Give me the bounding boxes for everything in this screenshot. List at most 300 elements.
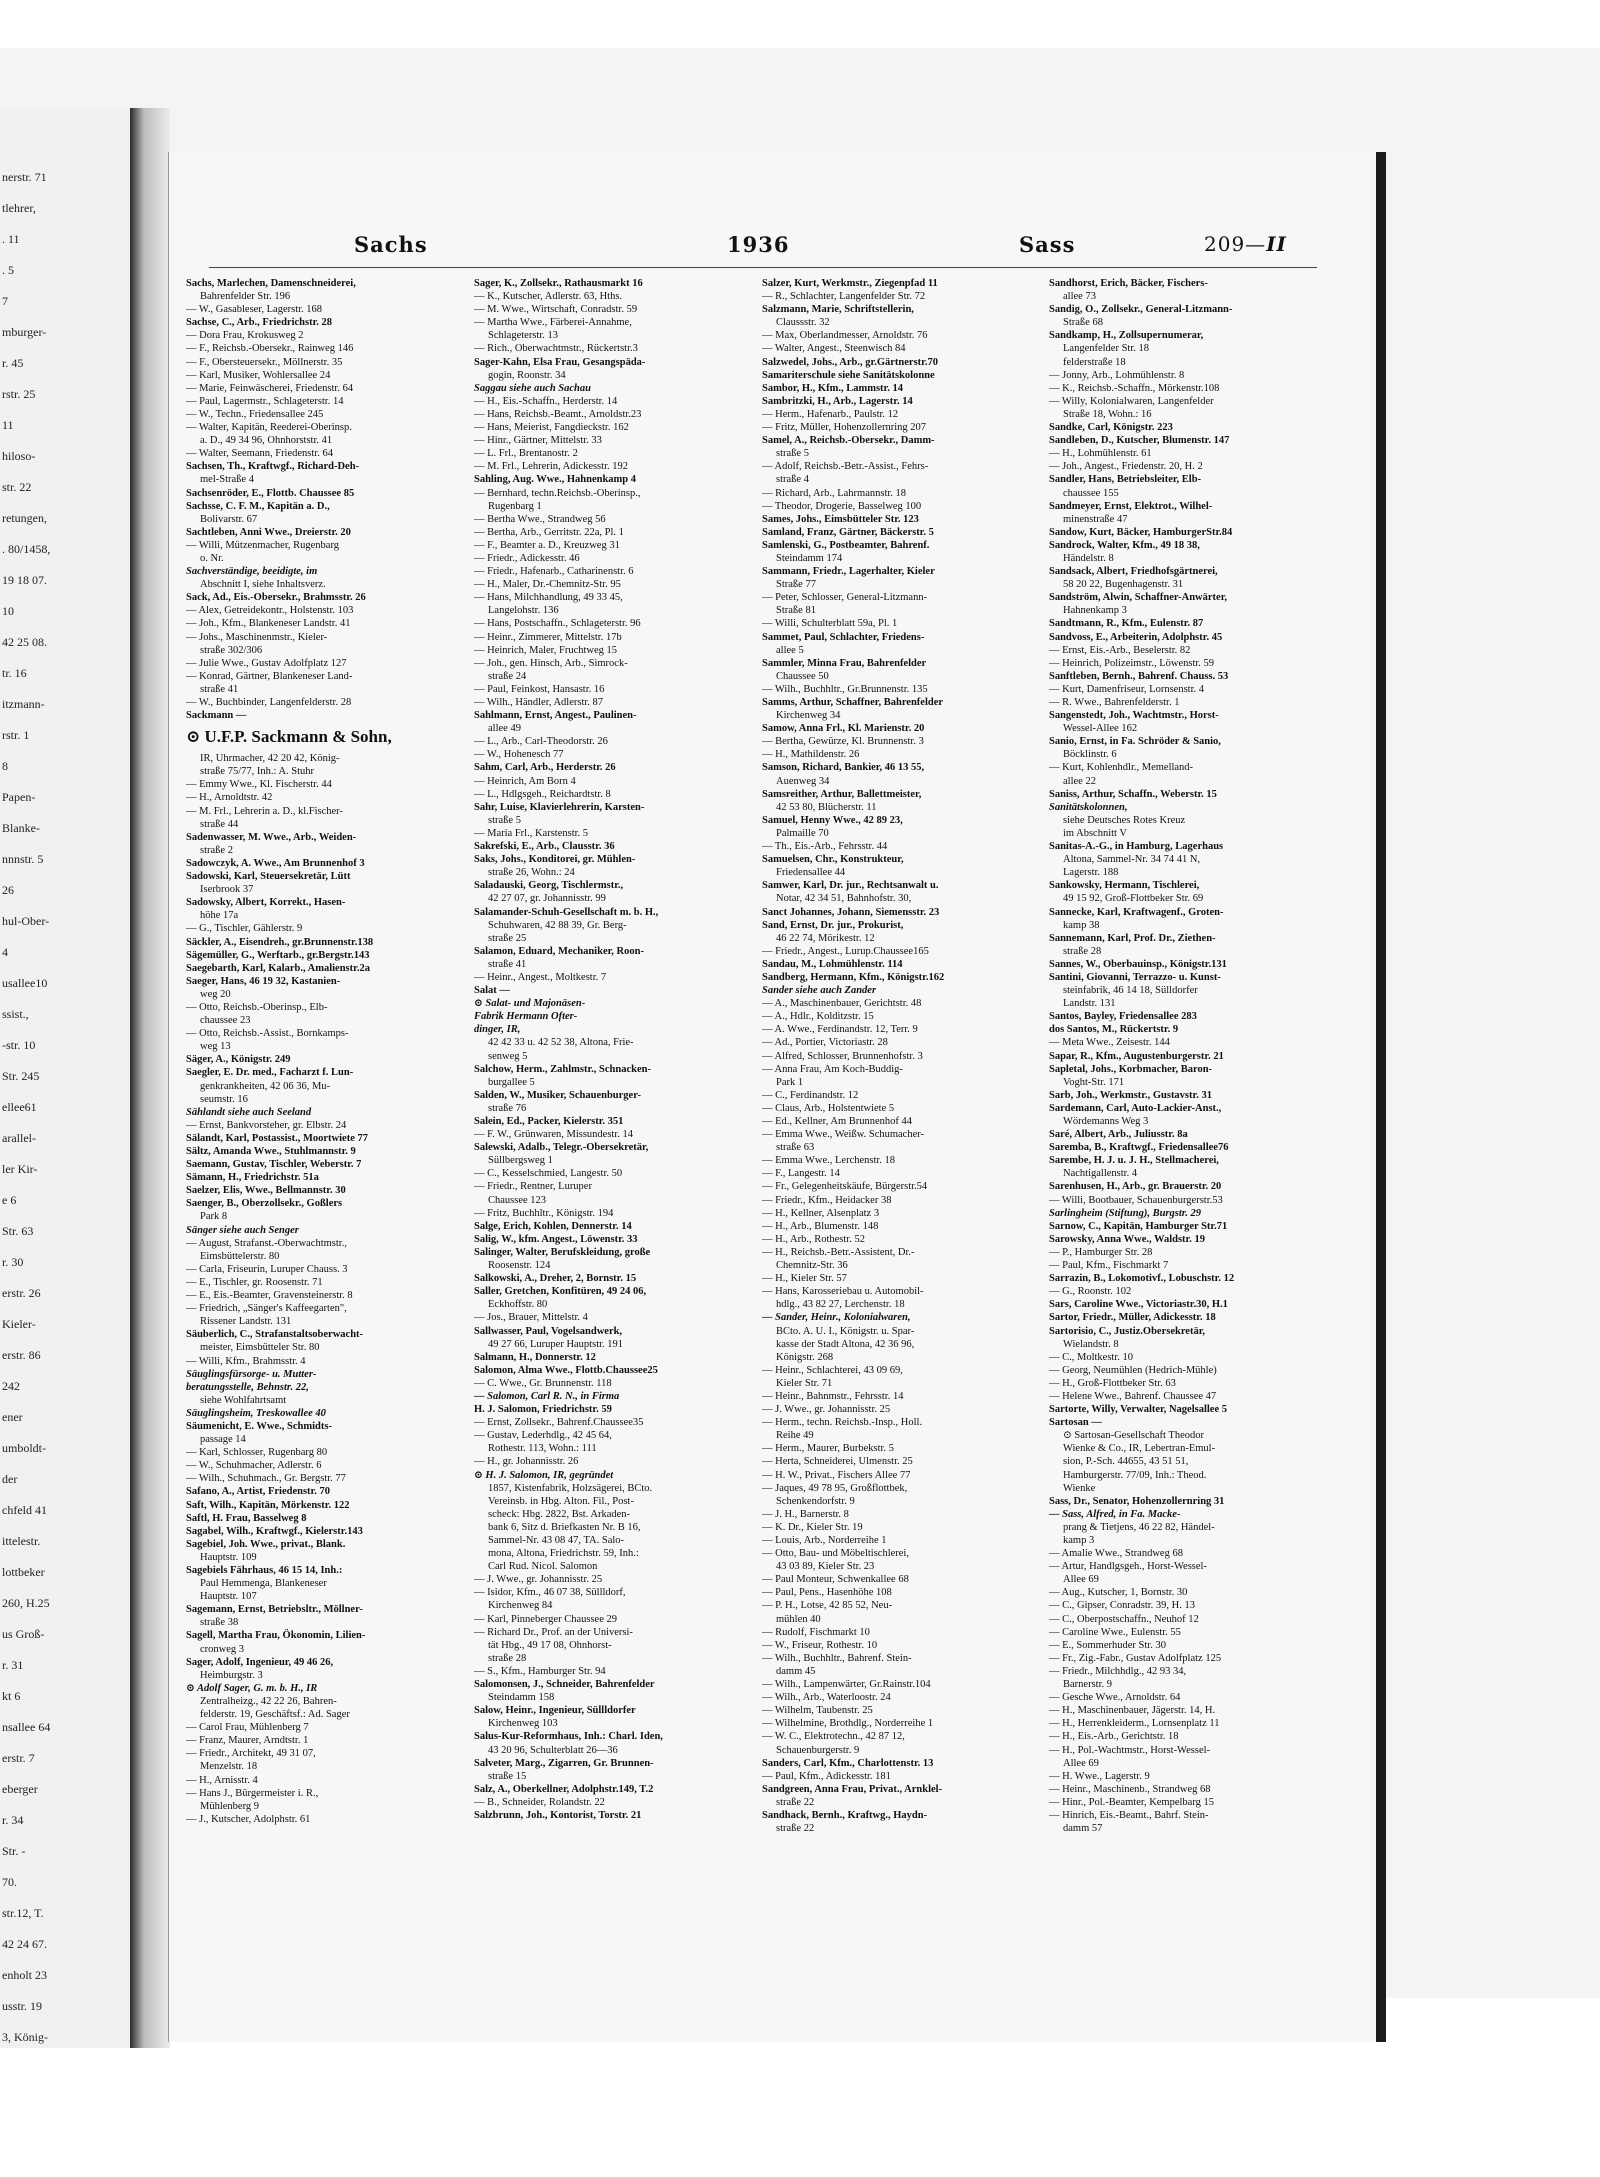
directory-entry: — Friedrich, „Sänger's Kaffeegarten", [186,1303,347,1315]
directory-entry: — Sass, Alfred, in Fa. Macke- [1049,1508,1181,1520]
left-page-fragment: mburger- [2,325,47,339]
left-page-fragment: ittelestr. [2,1534,41,1548]
left-page-edge [0,108,133,2048]
directory-entry: Säuberlich, C., Strafanstaltsoberwacht- [186,1329,364,1341]
directory-entry: Reihe 49 [776,1430,814,1442]
header-right-word: Sass [1019,232,1076,257]
directory-entry: felderstraße 18 [1063,356,1126,368]
directory-entry: Sackmann — [186,710,247,722]
directory-entry: BCto. A. U. I., Königstr. u. Spar- [776,1325,915,1337]
directory-entry: — Hans, Postschaffn., Schlageterstr. 96 [474,618,641,630]
directory-entry: 46 22 74, Mörikestr. 12 [776,932,875,944]
directory-entry: straße 76 [488,1102,527,1114]
directory-entry: Paul Hemmenga, Blankeneser [200,1578,327,1590]
directory-entry: — Ad., Portier, Victoriastr. 28 [762,1037,888,1049]
directory-entry: — Bertha, Gewürze, Kl. Brunnenstr. 3 [762,736,924,748]
directory-entry: Samariterschule siehe Sanitätskolonne [762,369,935,381]
directory-entry: — Aug., Kutscher, 1, Bornstr. 30 [1049,1587,1188,1599]
directory-entry: 42 42 33 u. 42 52 38, Altona, Frie- [488,1037,634,1049]
directory-entry: straße 22 [776,1796,815,1808]
directory-entry: Saré, Albert, Arb., Juliusstr. 8a [1049,1129,1188,1141]
directory-entry: — F., Beamter a. D., Kreuzweg 31 [474,539,620,551]
directory-entry: Bolivarstr. 67 [200,513,258,525]
directory-entry: — Adolf, Reichsb.-Betr.-Assist., Fehrs- [762,461,929,473]
directory-entry: Sammel-Nr. 43 08 47, TA. Salo- [488,1535,625,1546]
directory-entry: — Willy, Kolonialwaren, Langenfelder [1049,395,1214,407]
directory-entry: IR, Uhrmacher, 42 20 42, König- [200,753,340,765]
left-page-fragment: 10 [2,604,14,618]
directory-entry: — Julie Wwe., Gustav Adolfplatz 127 [186,657,347,669]
directory-entry: — Dora Frau, Krokusweg 2 [186,330,304,342]
directory-entry: Sachsenröder, E., Flottb. Chaussee 85 [186,487,355,499]
left-page-fragment: . 80/1458, [2,542,51,556]
directory-entry: — Franz, Maurer, Arndtstr. 1 [186,1735,309,1747]
directory-entry: Salow, Heinr., Ingenieur, Süllldorfer [474,1705,636,1717]
directory-entry: — C., Moltkestr. 10 [1049,1351,1134,1363]
directory-entry: Chaussee 50 [776,670,829,682]
directory-entry: — H., Arnisstr. 4 [186,1774,258,1786]
directory-entry: o. Nr. [200,552,224,564]
column-3 [762,277,1044,2017]
directory-entry: Saemann, Gustav, Tischler, Weberstr. 7 [186,1159,362,1171]
directory-entry: Salamon, Eduard, Mechaniker, Roon- [474,945,644,957]
directory-entry: — W., Hohenesch 77 [474,749,564,761]
directory-entry: Wessel-Allee 162 [1063,723,1138,735]
directory-entry: Sammann, Friedr., Lagerhalter, Kieler [762,566,935,578]
directory-entry: hdlg., 43 82 27, Lerchenstr. 18 [776,1299,905,1311]
directory-entry: — Louis, Arb., Norderreihe 1 [762,1535,887,1546]
directory-entry: — H., Kellner, Alsenplatz 3 [762,1207,880,1219]
directory-entry: — Gesche Wwe., Arnoldstr. 64 [1049,1692,1181,1704]
book-gutter [130,108,170,2048]
directory-entry: Sartorisio, C., Justiz.Obersekretär, [1049,1325,1206,1337]
directory-entry: 49 15 92, Groß-Flottbeker Str. 69 [1063,893,1204,905]
directory-page [168,152,1377,2042]
directory-entry: — A. Wwe., Ferdinandstr. 12, Terr. 9 [762,1024,918,1036]
directory-entry: Sanftleben, Bernh., Bahrenf. Chauss. 53 [1049,670,1229,682]
directory-entry: allee 22 [1063,775,1096,787]
directory-entry: Sandström, Alwin, Schaffner-Anwärter, [1049,592,1228,604]
directory-entry: Sannecke, Karl, Kraftwagenf., Groten- [1049,906,1224,918]
directory-entry: Sammler, Minna Frau, Bahrenfelder [762,657,927,669]
directory-entry: straße 41 [488,958,527,970]
directory-entry: — Hans, Karosseriebau u. Automobil- [762,1286,924,1298]
directory-entry: Salveter, Marg., Zigarren, Gr. Brunnen- [474,1757,654,1769]
directory-entry: Sankowsky, Hermann, Tischlerei, [1049,880,1200,892]
directory-entry: Hauptstr. 107 [200,1591,257,1603]
directory-entry: Salewski, Adalb., Telegr.-Obersekretär, [474,1142,649,1154]
directory-entry: Hamburgerstr. 77/09, Inh.: Theod. [1063,1469,1207,1481]
directory-entry: Hahnenkamp 3 [1063,605,1127,617]
directory-entry: — P. H., Lotse, 42 85 52, Neu- [762,1600,893,1612]
left-page-fragment: Str. - [2,1844,26,1858]
directory-entry: straße 63 [776,1142,815,1154]
directory-entry: — Walter, Kapitän, Reederei-Oberinsp. [186,422,352,434]
directory-entry: straße 2 [200,844,233,856]
left-page-fragment: Papen- [2,790,36,804]
directory-entry: Straße 81 [776,605,816,617]
directory-entry: — Ed., Kellner, Am Brunnenhof 44 [762,1116,913,1127]
directory-entry: Hauptstr. 109 [200,1551,257,1563]
directory-entry: — Maria Frl., Karstenstr. 5 [474,827,589,839]
directory-entry: — Otto, Reichsb.-Oberinsp., Elb- [186,1001,328,1013]
directory-entry: Sarb, Joh., Werkmstr., Gustavstr. 31 [1049,1089,1212,1101]
directory-entry: Sames, Johs., Eimsbütteler Str. 123 [762,513,919,525]
directory-entry: Sager, K., Zollsekr., Rathausmarkt 16 [474,278,643,289]
directory-entry: Sannes, W., Oberbauinsp., Königstr.131 [1049,958,1227,970]
directory-entry: Saks, Johs., Konditorei, gr. Mühlen- [474,854,636,866]
left-page-fragment: Blanke- [2,821,40,835]
directory-entry: — Th., Eis.-Arb., Fehrsstr. 44 [762,841,888,853]
directory-entry: 49 27 66, Luruper Hauptstr. 191 [488,1338,624,1350]
directory-entry: Sägemüller, G., Werftarb., gr.Bergstr.143 [186,949,370,961]
directory-entry: — Wilh., Arb., Waterloostr. 24 [762,1692,891,1704]
directory-entry: Bahrenfelder Str. 196 [200,291,291,303]
directory-entry: — F., Langestr. 14 [762,1168,840,1180]
left-page-fragment: . 5 [2,263,14,277]
directory-entry: Straße 18, Wohn.: 16 [1063,408,1152,420]
directory-entry: Sagemann, Ernst, Betriebsltr., Möllner- [186,1604,363,1616]
directory-entry: Abschnitt I, siehe Inhaltsverz. [200,579,326,591]
directory-entry: — Karl, Schlosser, Rugenbarg 80 [186,1447,328,1459]
left-page-fragment: chfeld 41 [2,1503,47,1517]
directory-entry: — E., Tischler, gr. Roosenstr. 71 [186,1276,323,1288]
directory-entry: siehe Wohlfahrtsamt [200,1394,287,1406]
directory-entry: Sack, Ad., Eis.-Obersekr., Brahmsstr. 26 [186,592,366,604]
left-page-fragment: hiloso- [2,449,36,463]
directory-entry: Salamander-Schuh-Gesellschaft m. b. H., [474,906,659,918]
directory-entry: Salge, Erich, Kohlen, Dennerstr. 14 [474,1220,632,1232]
directory-entry: Sarlingheim (Stiftung), Burgstr. 29 [1049,1207,1202,1219]
directory-entry: — Herm., Hafenarb., Paulstr. 12 [762,408,899,420]
directory-entry: minenstraße 47 [1063,513,1128,525]
directory-entry: — H., Groß-Flottbeker Str. 63 [1049,1377,1176,1389]
directory-entry: — L., Arb., Carl-Theodorstr. 26 [474,736,608,748]
left-page-fragment: e 6 [2,1193,17,1207]
directory-entry: — Meta Wwe., Zeisestr. 144 [1049,1037,1170,1049]
directory-entry: straße 28 [488,1652,527,1664]
left-page-fragment: 242 [2,1379,20,1393]
directory-entry: Park 8 [200,1211,228,1223]
directory-entry: Sanders, Carl, Kfm., Charlottenstr. 13 [762,1757,934,1769]
directory-entry: Rissener Landstr. 131 [200,1316,292,1328]
directory-entry: Sämann, H., Friedrichstr. 51a [186,1172,319,1184]
directory-entry: — Emmy Wwe., Kl. Fischerstr. 44 [186,779,332,791]
directory-entry: — Heinr., Bahnmstr., Fehrsstr. 14 [762,1390,904,1402]
directory-entry: 42 27 07, gr. Johannisstr. 99 [488,893,606,905]
directory-entry: — Wilh., Schuhmach., Gr. Bergstr. 77 [186,1473,346,1485]
directory-entry: — Fritz, Müller, Hohenzollernring 207 [762,422,927,434]
directory-entry: Salomon, Alma Wwe., Flottb.Chaussee25 [474,1364,658,1376]
directory-entry: straße 25 [488,932,527,944]
left-page-fragment: 3, König- [2,2030,48,2044]
directory-entry: — F. W., Grünwaren, Missundestr. 14 [474,1129,633,1141]
directory-entry: Sandig, O., Zollsekr., General-Litzmann- [1049,304,1233,316]
directory-entry: Sartorte, Willy, Verwalter, Nagelsallee 5 [1049,1404,1227,1416]
directory-entry: straße 5 [776,448,809,460]
directory-entry: Iserbrook 37 [200,884,254,896]
directory-entry: Händelstr. 8 [1063,552,1114,564]
directory-entry: Samland, Franz, Gärtner, Bäckerstr. 5 [762,526,934,538]
directory-entry: — Georg, Neumühlen (Hedrich-Mühle) [1049,1364,1217,1376]
left-page-fragment: tlehrer, [2,201,36,215]
directory-entry: — Emma Wwe., Weißw. Schumacher- [762,1129,925,1141]
directory-entry: straße 22 [776,1823,815,1835]
directory-entry: Böcklinstr. 6 [1063,749,1117,761]
directory-entry: senweg 5 [488,1050,528,1062]
directory-entry: höhe 17a [200,910,239,922]
directory-entry: Wielandstr. 8 [1063,1338,1119,1350]
directory-entry: straße 38 [200,1617,239,1629]
directory-entry: Sandsack, Albert, Friedhofsgärtnerei, [1049,566,1218,578]
directory-entry: Sambor, H., Kfm., Lammstr. 14 [762,382,903,394]
directory-entry: — Konrad, Gärtner, Blankeneser Land- [186,670,353,682]
directory-entry: Sadowski, Karl, Steuersekretär, Lütt [186,871,351,883]
directory-entry: Sachsse, C. F. M., Kapitän a. D., [186,500,330,512]
directory-entry: Säger, A., Königstr. 249 [186,1054,291,1066]
directory-entry: Sadenwasser, M. Wwe., Arb., Weiden- [186,831,357,843]
left-page-fragment: Str. 245 [2,1069,40,1083]
directory-entry: genkrankheiten, 42 06 36, Mu- [200,1080,331,1092]
directory-entry: — Paul, Kfm., Adickesstr. 181 [762,1770,891,1782]
directory-entry: — Jonny, Arb., Lohmühlenstr. 8 [1049,369,1185,381]
directory-entry: gogin, Roonstr. 34 [488,369,566,381]
left-page-fragment: enholt 23 [2,1968,47,1982]
directory-entry: Schlageterstr. 13 [488,330,558,342]
directory-entry: — Claus, Arb., Holstentwiete 5 [762,1102,895,1114]
directory-entry: straße 5 [488,814,521,826]
directory-entry: Sandtmann, R., Kfm., Eulenstr. 87 [1049,618,1204,630]
directory-entry: — Paul, Pens., Hasenhöhe 108 [762,1587,892,1599]
directory-entry: Samuelsen, Chr., Konstrukteur, [762,854,904,866]
directory-entry: straße 75/77, Inh.: A. Stuhr [200,766,315,778]
directory-entry: — Joh., gen. Hinsch, Arb., Simrock- [474,657,628,669]
directory-entry: 1857, Kistenfabrik, Holzsägerei, BCto. [488,1482,653,1494]
directory-entry: — M. Frl., Lehrerin a. D., kl.Fischer- [186,805,343,817]
directory-entry: — K., Reichsb.-Schaffn., Mörkenstr.108 [1049,382,1220,394]
left-page-fragment: r. 45 [2,356,24,370]
directory-entry: Saft, Wilh., Kapitän, Mörkenstr. 122 [186,1499,350,1511]
left-page-fragment: 42 25 08. [2,635,47,649]
directory-entry: Straße 68 [1063,317,1103,329]
directory-entry: — Richard Dr., Prof. an der Universi- [474,1626,633,1638]
directory-entry: — R. Wwe., Bahrenfelderstr. 1 [1049,697,1180,708]
directory-entry: Wienke [1063,1482,1096,1494]
directory-entry: dos Santos, M., Rückertstr. 9 [1049,1024,1179,1036]
directory-entry: Süllbergsweg 1 [488,1155,553,1167]
directory-entry: — Salomon, Carl R. N., in Firma [474,1390,620,1402]
left-page-fragment: tr. 16 [2,666,27,680]
directory-entry: straße 24 [488,670,527,682]
directory-entry: weg 20 [200,988,231,1000]
directory-entry: a. D., 49 34 96, Ohnhorststr. 41 [200,435,333,447]
left-page-fragment: ler Kir- [2,1162,38,1176]
directory-entry: Salus-Kur-Reformhaus, Inh.: Charl. Iden, [474,1731,663,1743]
directory-entry: Salmann, H., Donnerstr. 12 [474,1351,596,1363]
directory-entry: straße 44 [200,818,239,830]
directory-entry: — Friedr., Kfm., Heidacker 38 [762,1194,892,1206]
directory-entry: H. J. Salomon, Friedrichstr. 59 [474,1404,612,1416]
directory-entry: Schenkendorfstr. 9 [776,1495,855,1507]
directory-entry: Lagerstr. 188 [1063,867,1119,879]
directory-entry: ⊙ Adolf Sager, G. m. b. H., IR [186,1682,318,1694]
directory-entry: — S., Kfm., Hamburger Str. 94 [474,1665,606,1677]
directory-entry: Sandmeyer, Ernst, Elektrot., Wilhel- [1049,500,1213,512]
directory-entry: Sarenhusen, H., Arb., gr. Brauerstr. 20 [1049,1181,1222,1193]
directory-entry: Sardemann, Carl, Auto-Lackier-Anst., [1049,1102,1222,1114]
left-page-fragment: 260, H.25 [2,1596,50,1610]
directory-entry: — H., Arb., Blumenstr. 148 [762,1220,879,1232]
directory-entry: Saniss, Arthur, Schaffn., Weberstr. 15 [1049,788,1217,800]
directory-entry: — Hans, Reichsb.-Beamt., Arnoldstr.23 [474,408,642,420]
directory-entry: Sarowsky, Anna Wwe., Waldstr. 19 [1049,1233,1205,1245]
directory-entry: — A., Hdlr., Kolditzstr. 15 [762,1011,874,1023]
directory-entry: Salig, W., kfm. Angest., Löwenstr. 33 [474,1233,638,1245]
directory-entry: — L. Frl., Brentanostr. 2 [474,448,578,460]
left-page-fragment: rstr. 25 [2,387,36,401]
directory-entry: Sälandt, Karl, Postassist., Moortwiete 77 [186,1132,368,1144]
directory-entry: Fabrik Hermann Ofter- [474,1011,578,1023]
directory-entry: Steindamm 174 [776,552,843,564]
directory-entry: — Martha Wwe., Färberei-Annahme, [474,317,632,329]
left-page-fragment: hul-Ober- [2,914,50,928]
left-page-fragment: str. 22 [2,480,32,494]
directory-entry: — Hinr., Gärtner, Mittelstr. 33 [474,435,602,447]
directory-entry: — J., Kutscher, Adolphstr. 61 [186,1813,311,1825]
directory-entry: chaussee 23 [200,1015,251,1027]
directory-entry: mel-Straße 4 [200,474,254,486]
directory-entry: Rothestr. 113, Wohn.: 111 [488,1443,597,1455]
directory-entry: Saller, Gretchen, Konfitüren, 49 24 06, [474,1286,647,1298]
left-page-fragment: 42 24 67. [2,1937,47,1951]
directory-entry: Saegebarth, Karl, Kalarb., Amalienstr.2a [186,962,370,974]
directory-entry: — E., Eis.-Beamter, Gravensteinerstr. 8 [186,1290,353,1302]
directory-entry: bank 6, Sitz d. Briefkasten Nr. B 16, [488,1521,641,1533]
directory-entry: Salzer, Kurt, Werkmstr., Ziegenpfad 11 [762,278,938,289]
left-page-fragment: itzmann- [2,697,45,711]
page-suffix: II [1266,232,1287,256]
directory-entry: ⊙ Salat- und Majonäsen- [474,998,586,1010]
directory-entry: Sarrazin, B., Lokomotivf., Lobuschstr. 12 [1049,1273,1235,1285]
directory-entry: Sagebiel, Joh. Wwe., privat., Blank. [186,1538,346,1550]
directory-entry: Samms, Arthur, Schaffner, Bahrenfelder [762,697,944,708]
directory-entry: passage 14 [200,1434,246,1446]
directory-entry: Sars, Caroline Wwe., Victoriastr.30, H.1 [1049,1299,1228,1311]
left-page-fragment: rstr. 1 [2,728,30,742]
left-page-fragment: umboldt- [2,1441,46,1455]
directory-entry: Palmaille 70 [776,827,829,839]
left-page-fragment: Kieler- [2,1317,36,1331]
directory-entry: — H., Maler, Dr.-Chemnitz-Str. 95 [474,579,621,591]
directory-entry: Sapar, R., Kfm., Augustenburgerstr. 21 [1049,1050,1224,1062]
left-page-fragment: kt 6 [2,1689,21,1703]
directory-entry: — K. Dr., Kieler Str. 19 [762,1521,863,1533]
directory-entry: — Jos., Brauer, Mittelstr. 4 [474,1312,588,1324]
directory-entry: Langenfelder Str. 18 [1063,343,1150,355]
directory-entry: Sandleben, D., Kutscher, Blumenstr. 147 [1049,435,1230,447]
directory-entry: damm 45 [776,1665,816,1677]
right-page-edge [1376,152,1386,2042]
directory-entry: — Wilhelmine, Brothdlg., Norderreihe 1 [762,1718,934,1730]
directory-entry: — Artur, Handlgsgeh., Horst-Wessel- [1049,1561,1207,1573]
directory-entry: — W., Friseur, Rothestr. 10 [762,1639,878,1651]
directory-entry: Samel, A., Reichsb.-Obersekr., Damm- [762,435,935,447]
directory-entry: Sagabel, Wilh., Kraftwgf., Kielerstr.143 [186,1525,363,1537]
directory-entry: — Kurt, Damenfriseur, Lornsenstr. 4 [1049,683,1205,695]
directory-entry: steinfabrik, 46 14 18, Sülldorfer [1063,985,1198,997]
directory-entry: — Friedr., Milchhdlg., 42 93 34, [1049,1665,1187,1677]
directory-entry: Eckhoffstr. 80 [488,1299,548,1311]
directory-entry: — Heinr., Schlachterei, 43 09 69, [762,1364,903,1376]
directory-entry: — Wilh., Buchhltr., Gr.Brunnenstr. 135 [762,683,928,695]
directory-entry: — H., Eis.-Arb., Gerichtstr. 18 [1049,1731,1179,1743]
directory-entry: — H. W., Privat., Fischers Allee 77 [762,1469,911,1481]
directory-entry: — Wilhelm, Taubenstr. 25 [762,1705,873,1717]
directory-entry: — L., Hdlgsgeh., Reichardtstr. 8 [474,788,611,800]
directory-entry: ⊙ U.F.P. Sackmann & Sohn, [186,727,392,747]
directory-entry: — G., Roonstr. 102 [1049,1286,1132,1298]
directory-entry: — Anna Frau, Am Koch-Buddig- [762,1063,903,1075]
directory-entry: — Joh., Angest., Friedenstr. 20, H. 2 [1049,461,1203,473]
directory-entry: — C., Oberpostschaffn., Neuhof 12 [1049,1613,1199,1625]
directory-entry: allee 5 [776,644,804,656]
directory-entry: — Hinr., Pol.-Beamter, Kempelbarg 15 [1049,1796,1215,1808]
header-rule [209,267,1317,268]
directory-entry: Salzbrunn, Joh., Kontorist, Torstr. 21 [474,1809,642,1821]
directory-entry: — H. Wwe., Lagerstr. 9 [1049,1770,1150,1782]
directory-entry: — J. H., Barnerstr. 8 [762,1508,849,1520]
directory-entry: Sartosan — [1049,1417,1102,1429]
directory-entry: Samlenski, G., Postbeamter, Bahrenf. [762,539,930,551]
directory-entry: Kirchenweg 84 [488,1600,553,1612]
directory-entry: Sander siehe auch Zander [762,985,877,997]
directory-entry: — H., Arb., Rothestr. 52 [762,1233,865,1245]
column-4 [1049,277,1331,2017]
directory-entry: ⊙ Sartosan-Gesellschaft Theodor [1063,1430,1204,1442]
directory-entry: Saftl, H. Frau, Basselweg 8 [186,1512,307,1524]
left-page-fragment: us Groß- [2,1627,45,1641]
directory-entry: scheck: Hbg. 2822, Bst. Arkaden- [488,1508,631,1520]
left-page-fragment: der [2,1472,18,1486]
left-page-fragment: r. 31 [2,1658,24,1672]
directory-entry: Sartor, Friedr., Müller, Adickesstr. 18 [1049,1312,1216,1324]
directory-entry: Chemnitz-Str. 36 [776,1260,848,1272]
left-page-fragment: nerstr. 71 [2,170,47,184]
directory-entry: allee 49 [488,723,521,735]
left-page-fragment: 11 [2,418,14,432]
left-page-fragment: str.12, T. [2,1906,44,1920]
directory-entry: — R., Schlachter, Langenfelder Str. 72 [762,291,926,303]
directory-entry: Saelzer, Elis, Wwe., Bellmannstr. 30 [186,1185,346,1197]
directory-entry: — Friedr., Hafenarb., Catharinenstr. 6 [474,566,634,578]
directory-entry: ⊙ H. J. Salomon, IR, gegründet [474,1469,614,1481]
directory-entry: — Otto, Reichsb.-Assist., Bornkamps- [186,1028,349,1040]
directory-entry: 43 03 89, Kieler Str. 23 [776,1561,875,1573]
directory-entry: Mühlenberg 9 [200,1800,260,1812]
directory-entry: — Heinrich, Polizeimstr., Löwenstr. 59 [1049,657,1215,669]
left-page-fragment: nsallee 64 [2,1720,51,1734]
directory-entry: — Friedr., Adickesstr. 46 [474,552,580,564]
directory-entry: straße 4 [776,474,809,486]
directory-entry: — Bertha, Arb., Gerritstr. 22a, Pl. 1 [474,526,624,538]
directory-entry: Sählandt siehe auch Seeland [186,1106,312,1118]
directory-entry: Sand, Ernst, Dr. jur., Prokurist, [762,919,904,931]
directory-entry: Allee 69 [1063,1757,1099,1769]
directory-entry: Rugenbarg 1 [488,500,542,512]
directory-entry: Sachs, Marlechen, Damenschneiderei, [186,278,356,289]
directory-entry: Saremba, B., Kraftwgf., Friedensallee76 [1049,1142,1229,1154]
directory-entry: — Willi, Mützenmacher, Rugenbarg [186,539,340,551]
